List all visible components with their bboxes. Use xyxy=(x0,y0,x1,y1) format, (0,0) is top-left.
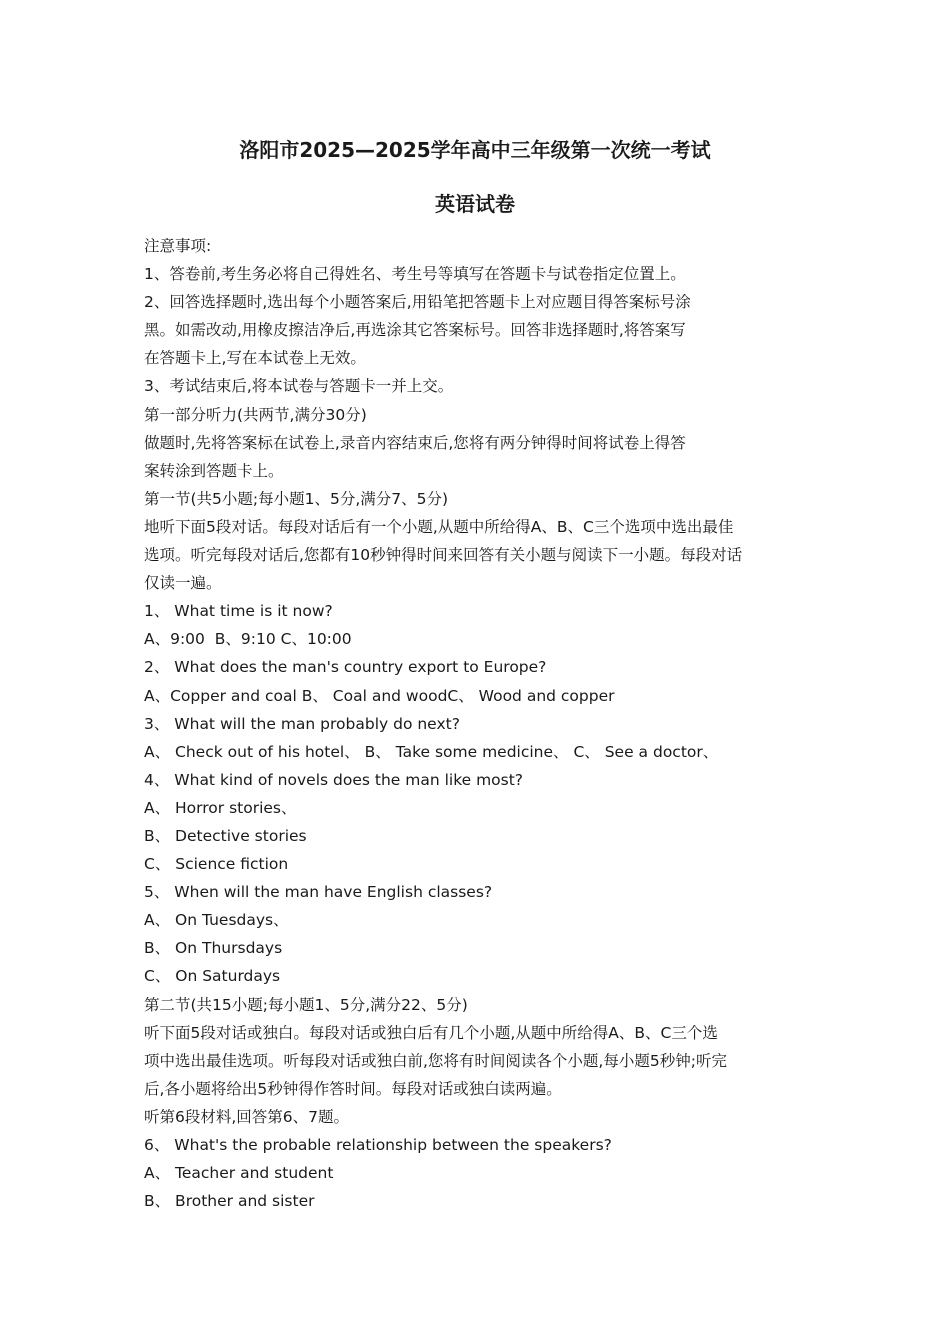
text-line: 仅读一遍。 xyxy=(144,574,222,593)
text-line: A、 Check out of his hotel、 B、 Take some medicine、 C、 See a doctor、 xyxy=(144,742,719,761)
text-line: A、Copper and coal B、 Coal and woodC、 Wood and copper xyxy=(144,686,615,705)
text-line: 地听下面5段对话。每段对话后有一个小题,从题中所给得A、B、C三个选项中选出最佳 xyxy=(144,517,734,536)
text-line: 1、答卷前,考生务必将自己得姓名、考生号等填写在答题卡与试卷指定位置上。 xyxy=(144,265,686,284)
text-line: C、 Science fiction xyxy=(144,855,289,874)
text-line: 做题时,先将答案标在试卷上,录音内容结束后,您将有两分钟得时间将试卷上得答 xyxy=(144,433,686,452)
text-line: 3、 What will the man probably do next? xyxy=(144,714,460,733)
text-line: 3、考试结束后,将本试卷与答题卡一并上交。 xyxy=(144,377,454,396)
text-line: C、 On Saturdays xyxy=(144,967,281,986)
text-line: 黑。如需改动,用橡皮擦洁净后,再选涂其它答案标号。回答非选择题时,将答案写 xyxy=(144,321,686,340)
text-line: 听下面5段对话或独白。每段对话或独白后有几个小题,从题中所给得A、B、C三个选 xyxy=(144,1023,718,1042)
text-line: 案转涂到答题卡上。 xyxy=(144,461,284,480)
text-line: 2、回答选择题时,选出每个小题答案后,用铅笔把答题卡上对应题目得答案标号涂 xyxy=(144,293,691,312)
text-line: 在答题卡上,写在本试卷上无效。 xyxy=(144,349,366,368)
text-line: 选项。听完每段对话后,您都有10秒钟得时间来回答有关小题与阅读下一小题。每段对话 xyxy=(144,546,743,565)
text-line: B、 Detective stories xyxy=(144,826,307,845)
text-line: 听第6段材料,回答第6、7题。 xyxy=(144,1107,350,1126)
exam-body xyxy=(144,232,814,1215)
text-line: 6、 What's the probable relationship between the speakers? xyxy=(144,1136,612,1154)
exam-title: 洛阳市2025—2025学年高中三年级第一次统一考试 xyxy=(239,138,711,162)
exam-subtitle: 英语试卷 xyxy=(435,192,515,216)
text-line: A、 Horror stories、 xyxy=(144,798,297,817)
text-line: 第一节(共5小题;每小题1、5分,满分7、5分) xyxy=(144,489,449,508)
text-line: 1、 What time is it now? xyxy=(144,602,333,621)
text-line: 第二节(共15小题;每小题1、5分,满分22、5分) xyxy=(144,995,468,1014)
text-line: 后,各小题将给出5秒钟得作答时间。每段对话或独白读两遍。 xyxy=(144,1079,562,1098)
text-line: 注意事项: xyxy=(144,237,212,255)
text-line: 4、 What kind of novels does the man like most? xyxy=(144,770,524,789)
text-line: B、 Brother and sister xyxy=(144,1192,315,1211)
text-line: 2、 What does the man's country export to Europe? xyxy=(144,658,547,677)
text-line: A、 Teacher and student xyxy=(144,1164,334,1183)
text-line: 项中选出最佳选项。听每段对话或独白前,您将有时间阅读各个小题,每小题5秒钟;听完 xyxy=(144,1051,727,1070)
text-line: 第一部分听力(共两节,满分30分) xyxy=(144,405,367,424)
text-line: A、9:00 B、9:10 C、10:00 xyxy=(144,630,352,649)
text-line: B、 On Thursdays xyxy=(144,939,283,958)
text-line: A、 On Tuesdays、 xyxy=(144,911,289,930)
text-line: 5、 When will the man have English classes? xyxy=(144,883,493,902)
